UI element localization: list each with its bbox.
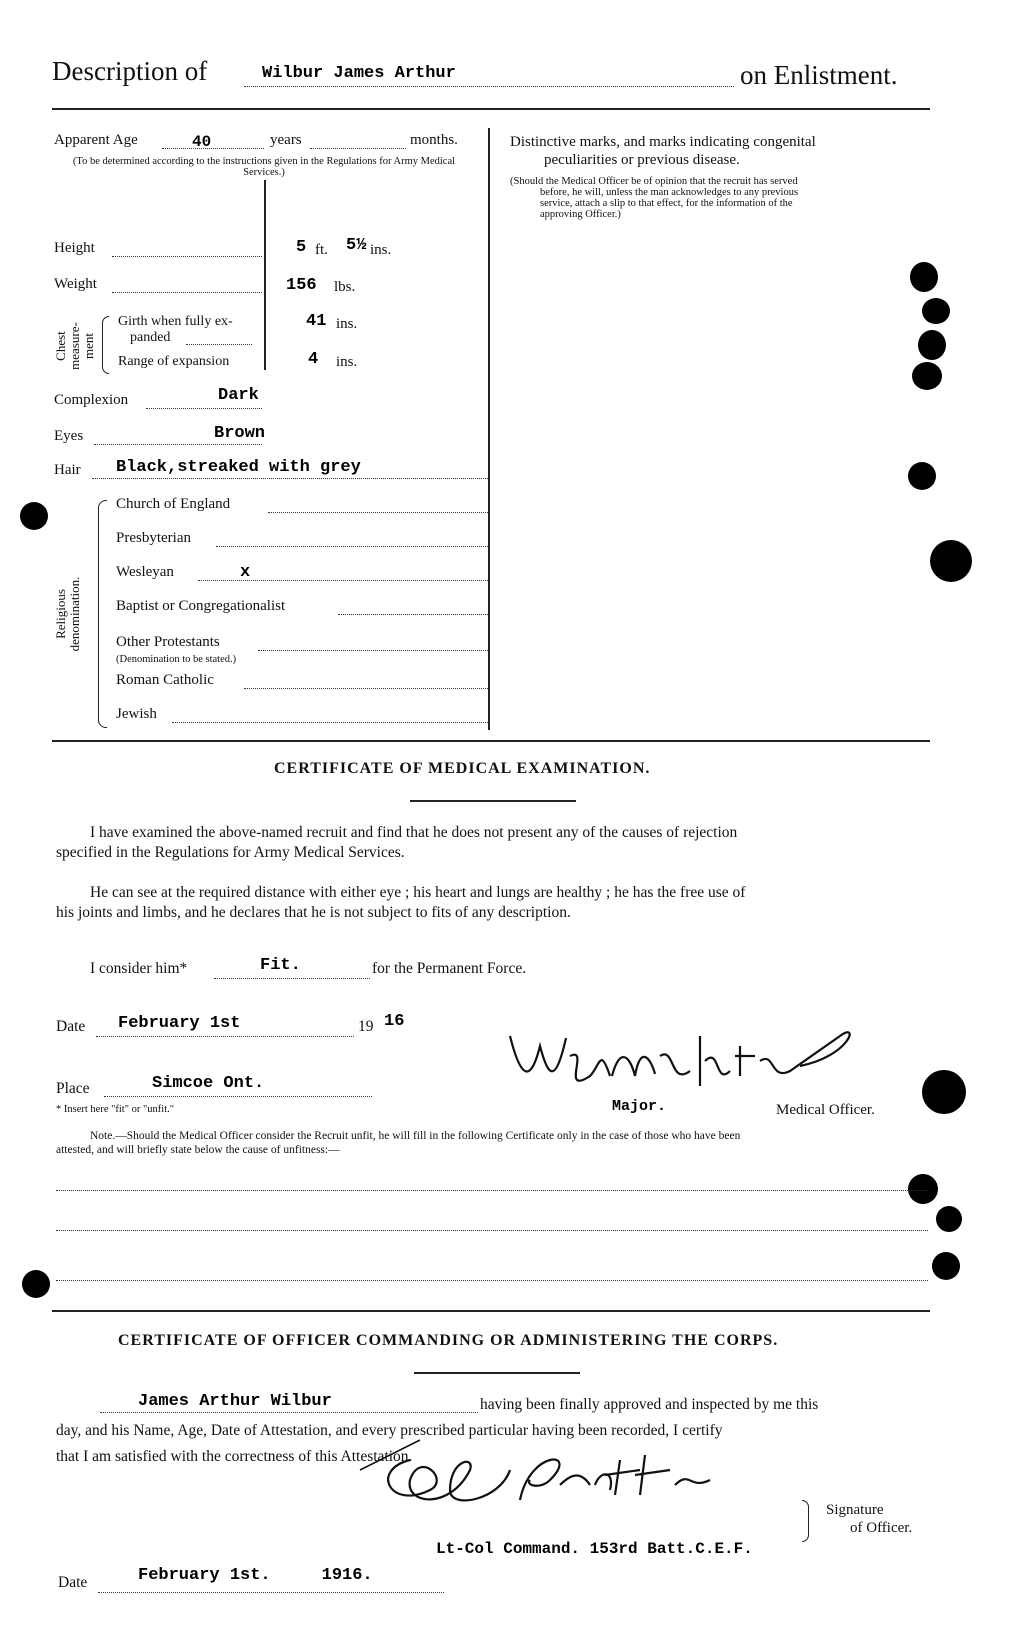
consider-dots [214, 978, 370, 979]
lbs-label: lbs. [334, 279, 356, 295]
heading-rule [410, 800, 576, 802]
unfit-note-line2: attested, and will briefly state below the cause of unfitness:— [56, 1144, 340, 1156]
medical-date-label: Date [56, 1018, 86, 1035]
signature-label-1: Signature [826, 1502, 884, 1518]
medical-para2-line2: his joints and limbs, and he declares that he is not subject to fits of any description. [56, 904, 571, 921]
eyes-dots [94, 444, 262, 445]
corps-date-label: Date [58, 1574, 88, 1591]
medical-officer-signature [500, 1016, 880, 1116]
punch-hole [912, 362, 942, 390]
religion-wesleyan: Wesleyan [116, 564, 174, 580]
corps-line2: day, and his Name, Age, Date of Attestation, and every prescribed particular having been recorded, I certify [56, 1422, 723, 1439]
section-rule [52, 740, 930, 742]
expansion-ins-label: ins. [336, 354, 358, 370]
insert-note: * Insert here "fit" or "unfit." [56, 1104, 175, 1115]
height-dots [112, 256, 262, 257]
label-divider [264, 180, 266, 370]
religion-dots [268, 512, 488, 513]
corps-date-value: February 1st. 1916. [138, 1566, 373, 1585]
medical-date-value: February 1st [118, 1014, 241, 1033]
complexion-dots [146, 408, 262, 409]
ins-label: ins. [370, 242, 392, 258]
punch-hole [918, 330, 946, 360]
commanding-officer-signature [350, 1430, 730, 1520]
punch-hole [908, 1174, 938, 1204]
year-value: 16 [384, 1012, 405, 1031]
religion-roman-catholic: Roman Catholic [116, 672, 214, 688]
unfitness-line [56, 1190, 928, 1191]
header-suffix: on Enlistment. [740, 60, 898, 90]
column-divider [488, 128, 490, 730]
weight-value: 156 [286, 276, 317, 295]
corps-date-dots [98, 1592, 444, 1593]
religion-church-of-england: Church of England [116, 496, 231, 512]
months-label: months. [410, 132, 458, 148]
medical-para1-line2: specified in the Regulations for Army Medical Services. [56, 844, 405, 861]
religion-dots [258, 650, 488, 651]
expansion-label: Range of expansion [118, 354, 230, 369]
denomination-note: (Denomination to be stated.) [116, 654, 237, 665]
complexion-value: Dark [218, 386, 259, 405]
religion-presbyterian: Presbyterian [116, 530, 191, 546]
consider-label: I consider him* [90, 960, 188, 977]
medical-date-dots [96, 1036, 354, 1037]
age-value: 40 [192, 133, 212, 151]
header-rule [52, 108, 930, 110]
marks-note-4: approving Officer.) [540, 209, 621, 220]
chest-brace [102, 316, 109, 374]
signature-label-2: of Officer. [850, 1520, 913, 1536]
punch-hole [910, 262, 938, 292]
girth-label-1: Girth when fully ex- [118, 314, 233, 329]
religion-dots [172, 722, 488, 723]
place-value: Simcoe Ont. [152, 1074, 265, 1093]
age-note: (To be determined according to the instructions given in the Regulations for Army Medical Services.) [72, 156, 456, 178]
punch-hole [908, 462, 936, 490]
signature-brace [802, 1500, 809, 1542]
corps-officer-title: Lt-Col Command. 153rd Batt.C.E.F. [436, 1540, 753, 1558]
marks-note-2: before, he will, unless the man acknowledges to any previous [540, 187, 799, 198]
corps-heading: CERTIFICATE OF OFFICER COMMANDING OR ADMINISTERING THE CORPS. [118, 1332, 779, 1349]
medical-para1-line1: I have examined the above-named recruit and find that he does not present any of the causes of rejection [90, 824, 738, 841]
wesleyan-mark: x [240, 563, 251, 582]
year-prefix: 19 [358, 1018, 374, 1035]
chest-measurement-label: Chest measure-ment [53, 322, 96, 370]
recruit-name: Wilbur James Arthur [262, 64, 456, 83]
header-prefix: Description of [52, 56, 208, 86]
girth-ins-label: ins. [336, 316, 358, 332]
religion-brace [98, 500, 107, 728]
medical-officer-label: Medical Officer. [776, 1102, 875, 1118]
corps-name-dots [100, 1412, 478, 1413]
section-rule [52, 1310, 930, 1312]
expansion-value: 4 [308, 350, 319, 369]
ft-label: ft. [315, 242, 328, 258]
girth-value: 41 [306, 312, 327, 331]
religion-baptist: Baptist or Congregationalist [116, 598, 286, 614]
punch-hole [932, 1252, 960, 1280]
height-label: Height [54, 240, 95, 256]
punch-hole [20, 502, 48, 530]
girth-dots [186, 344, 252, 345]
months-dots [310, 148, 406, 149]
medical-para2-line1: He can see at the required distance with either eye ; his heart and lungs are healthy ; he has the free use of [90, 884, 746, 901]
eyes-value: Brown [214, 424, 266, 443]
height-inches: 5½ [346, 236, 367, 255]
marks-note-1: (Should the Medical Officer be of opinion that the recruit has served [510, 176, 798, 187]
place-dots [104, 1096, 372, 1097]
fitness-value: Fit. [260, 956, 301, 975]
medical-officer-rank: Major. [612, 1098, 667, 1115]
corps-line3: that I am satisfied with the correctness of this Attestation. [56, 1448, 413, 1465]
weight-label: Weight [54, 276, 97, 292]
unfitness-line [56, 1230, 928, 1231]
unfitness-line [56, 1280, 928, 1281]
marks-title-1: Distinctive marks, and marks indicating congenital [510, 134, 816, 150]
religion-dots [338, 614, 488, 615]
place-label: Place [56, 1080, 90, 1097]
height-feet: 5 [296, 238, 307, 257]
eyes-label: Eyes [54, 428, 84, 444]
punch-hole [930, 540, 972, 582]
name-dotted-line [244, 86, 734, 87]
corps-line1: having been finally approved and inspected by me this [480, 1396, 819, 1413]
punch-hole [22, 1270, 50, 1298]
religion-dots [244, 688, 488, 689]
hair-dots [92, 478, 488, 479]
corps-recruit-name: James Arthur Wilbur [138, 1392, 332, 1411]
complexion-label: Complexion [54, 392, 129, 408]
hair-value: Black,streaked with grey [116, 458, 361, 477]
hair-label: Hair [54, 462, 81, 478]
unfit-note-line1: Note.—Should the Medical Officer consider the Recruit unfit, he will fill in the following Certificate only in the case of those who have been [90, 1130, 741, 1142]
girth-label-2: panded [130, 330, 171, 345]
medical-heading: CERTIFICATE OF MEDICAL EXAMINATION. [274, 760, 651, 777]
punch-hole [922, 1070, 966, 1114]
punch-hole [936, 1206, 962, 1232]
age-dots [162, 148, 264, 149]
marks-note-3: service, attach a slip to that effect, for the information of the [540, 198, 793, 209]
apparent-age-label: Apparent Age [54, 132, 138, 148]
heading-rule [414, 1372, 580, 1374]
religion-jewish: Jewish [116, 706, 157, 722]
force-label: for the Permanent Force. [372, 960, 527, 977]
marks-title-2: peculiarities or previous disease. [544, 152, 740, 168]
religion-other-protestants: Other Protestants [116, 634, 220, 650]
religion-label: Religious denomination. [53, 576, 82, 652]
religion-dots [216, 546, 488, 547]
punch-hole [922, 298, 950, 324]
years-label: years [270, 132, 302, 148]
weight-dots [112, 292, 262, 293]
